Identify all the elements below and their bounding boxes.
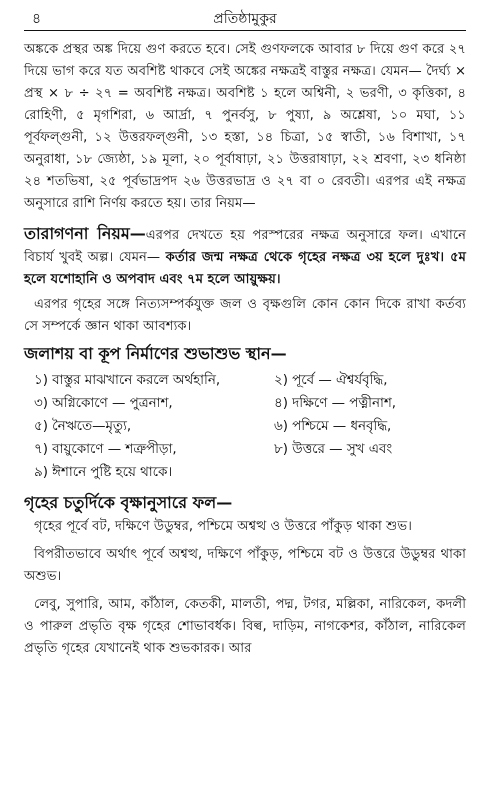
paragraph-water-trees: এরপর গৃহের সঙ্গে নিত্যসম্পর্কযুক্ত জল ও বৃক্ষগুলি কোন কোন দিকে রাখা কর্তব্য সে সম্পর্কে জ্ঞান থাকা আবশ্যক। xyxy=(24,297,466,334)
list-item xyxy=(24,438,466,461)
list-item-right xyxy=(264,461,464,484)
list-item-right: ২) পূর্বে — ঐশ্বর্যবৃদ্ধি, xyxy=(274,373,388,388)
list-item xyxy=(24,461,466,484)
paragraph-inauspicious-trees: বিপরীতভাবে অর্থাৎ পূর্বে অশ্বত্থ, দক্ষিণে পাঁকুড়, পশ্চিমে বট ও উত্তরে উডুম্বর থাকা অশুভ। xyxy=(24,547,466,584)
page-number: ৪ xyxy=(32,11,42,27)
taragonona-intro: এরপর দেখতে হয় পরস্পরের নক্ষত্র অনুসারে ফল। এখানে বিচার্য খুবই অল্প। যেমন— xyxy=(24,228,466,265)
list-item xyxy=(24,392,466,415)
taragonona-rule: কর্তার জন্ম নক্ষত্র থেকে গৃহের নক্ষত্র ৩য় হলে দুঃখ। ৫ম হলে যশোহানি ও অপবাদ এবং ৭ম হলে আয়ুক্ষয়। xyxy=(24,250,466,287)
running-title: প্রতিষ্ঠামুকুর xyxy=(213,11,277,27)
section-heading-vriksha: গৃহের চতুর্দিকে বৃক্ষানুসারে ফল— xyxy=(24,493,233,512)
paragraph-taragonona xyxy=(24,221,466,291)
list-item-right: ৪) দক্ষিণে — পত্নীনাশ, xyxy=(274,396,397,411)
list-item-left: ৫) নৈঋতে—মৃত্যু, xyxy=(34,419,132,434)
list-item-left: ৯) ঈশানে পুষ্টি হয়ে থাকে। xyxy=(34,465,173,480)
paragraph-decorative-trees: লেবু, সুপারি, আম, কাঁঠাল, কেতকী, মালতী, পদ্ম, টগর, মল্লিকা, নারিকেল, কদলী ও পারুল প্রভৃতি বৃক্ষ গৃহের শোভাবর্ধক। বিল্ব, দাড়িম, নাগকেশর, কাঁঠাল, নারিকেল প্রভৃতি গৃহের যেখানেই থাক শুভকারক। আর xyxy=(24,597,466,656)
section-heading-jalashay: জলাশয় বা কূপ নির্মাণের শুভাশুভ স্থান— xyxy=(24,344,287,363)
page-header xyxy=(24,4,466,31)
list-item-right: ৮) উত্তরে — সুখ এবং xyxy=(274,442,393,457)
list-item-right: ৬) পশ্চিমে — ধনবৃদ্ধি, xyxy=(274,419,392,434)
list-item xyxy=(24,369,466,392)
list-item-left: ১) বাস্তুর মাঝখানে করলে অর্থহানি, xyxy=(34,373,221,388)
section-heading-taragonona: তারাগণনা নিয়ম— xyxy=(24,224,146,243)
jalashay-list xyxy=(24,369,466,484)
paragraph-nakshatra: অঙ্ককে প্রস্থর অঙ্ক দিয়ে গুণ করতে হবে। সেই গুণফলকে আবার ৮ দিয়ে গুণ করে ২৭ দিয়ে ভাগ করে যত অবশিষ্ট থাকবে সেই অঙ্কের নক্ষত্রই বাস্তুর নক্ষত্র। যেমন— দৈর্ঘ্য × প্রস্থ × ৮ ÷ ২৭ = অবশিষ্ট নক্ষত্র। অবশিষ্ট ১ হলে অশ্বিনী, ২ ভরণী, ৩ কৃত্তিকা, ৪ রোহিণী, ৫ মৃগশিরা, ৬ আর্দ্রা, ৭ পুনর্বসু, ৮ পুষ্যা, ৯ অশ্লেষা, ১০ মঘা, ১১ পূর্বফল্গুনী, ১২ উত্তরফল্গুনী, ১৩ হস্তা, ১৪ চিত্রা, ১৫ স্বাতী, ১৬ বিশাখা, ১৭ অনুরাধা, ১৮ জ্যেষ্ঠা, ১৯ মূলা, ২০ পূর্বাষাঢ়া, ২১ উত্তরাষাঢ়া, ২২ শ্রবণা, ২৩ ধনিষ্ঠা ২৪ শতভিষা, ২৫ পূর্বভাদ্রপদ ২৬ উত্তরভাদ্র ও ২৭ বা ০ রেবতী। এরপর এই নক্ষত্র অনুসারে রাশি নির্ণয় করতে হয়। তার নিয়ম— xyxy=(24,42,466,211)
list-item-left: ৩) অগ্নিকোণে — পুত্রনাশ, xyxy=(34,396,173,411)
list-item-left: ৭) বায়ুকোণে — শত্রুপীড়া, xyxy=(34,442,177,457)
list-item xyxy=(24,415,466,438)
paragraph-auspicious-trees: গৃহের পূর্বে বট, দক্ষিণে উডুম্বর, পশ্চিমে অশ্বত্থ ও উত্তরে পাঁকুড় থাকা শুভ। xyxy=(34,519,412,534)
